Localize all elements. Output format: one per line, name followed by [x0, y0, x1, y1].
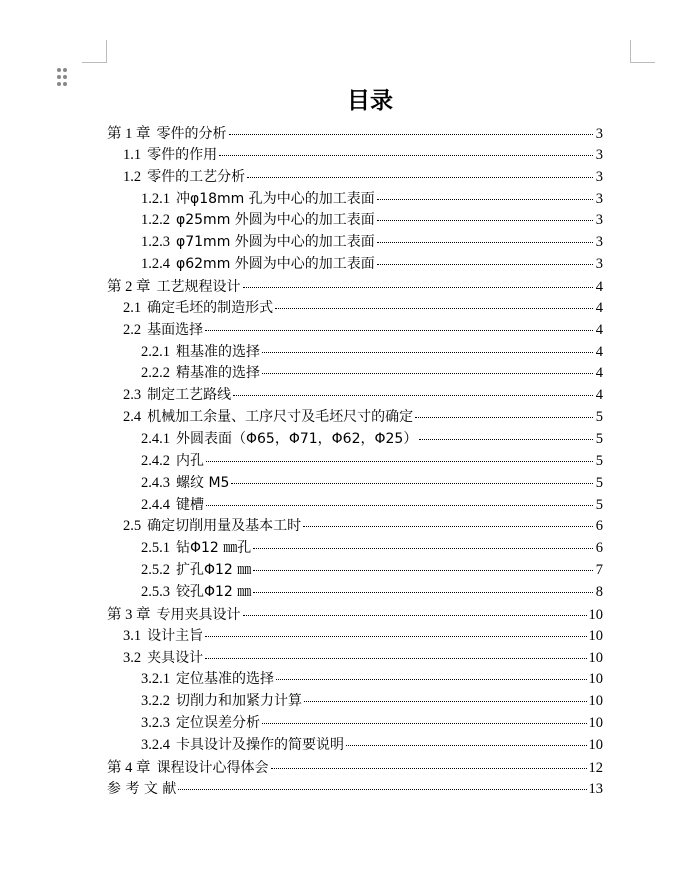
toc-entry-page: 12 [588, 759, 603, 776]
dot-leader [415, 417, 593, 418]
toc-entry[interactable] [107, 581, 603, 603]
toc-entry-title: 铰孔Φ12 ㎜ [176, 584, 252, 601]
toc-entry-page: 10 [588, 606, 603, 623]
toc-entry[interactable] [107, 472, 603, 494]
toc-entry-number: 1.2.3 [141, 234, 170, 251]
toc-entry-page: 3 [595, 256, 603, 273]
toc-entry[interactable] [107, 341, 603, 363]
dot-leader [243, 287, 594, 288]
toc-entry-title: 螺纹 M5 [176, 474, 230, 491]
dot-leader [271, 768, 587, 769]
toc-entry-number: 1.2 [123, 168, 142, 185]
dot-leader [206, 505, 593, 506]
toc-entry[interactable] [107, 428, 603, 450]
toc-entry-number: 1.2.2 [141, 212, 170, 229]
toc-entry-page: 5 [595, 431, 603, 448]
table-of-contents [107, 122, 603, 800]
toc-entry-title: 夹具设计 [147, 649, 204, 666]
toc-entry[interactable] [107, 668, 603, 690]
toc-entry-title: 工艺规程设计 [156, 279, 241, 296]
toc-entry-page: 3 [595, 126, 603, 142]
toc-entry-page: 4 [595, 343, 603, 360]
dot-leader [253, 570, 593, 571]
toc-entry-title: 基面选择 [147, 321, 204, 338]
toc-entry[interactable] [107, 625, 603, 647]
toc-entry-number: 3.2.4 [141, 737, 170, 754]
toc-entry-page: 5 [595, 474, 603, 491]
toc-entry-title: φ62mm 外圆为中心的加工表面 [176, 256, 375, 273]
toc-entry-number: 2.4.3 [141, 474, 170, 491]
toc-entry-title: 设计主旨 [147, 627, 204, 644]
dot-leader [247, 177, 593, 178]
toc-entry-page: 4 [595, 387, 603, 404]
toc-entry-number: 2.2.2 [141, 365, 170, 382]
dot-leader [304, 701, 587, 702]
toc-entry-page: 5 [595, 496, 603, 513]
toc-entry-page: 4 [595, 279, 603, 296]
page-corner-mark-top-left [82, 40, 107, 63]
toc-entry-number: 第 4 章 [107, 759, 151, 776]
toc-entry-number: 2.4 [123, 409, 142, 426]
toc-entry-page: 5 [595, 409, 603, 426]
dot-leader [205, 330, 593, 331]
toc-entry-page: 3 [595, 234, 603, 251]
toc-entry-title: 切削力和加紧力计算 [176, 693, 302, 710]
toc-entry-number: 2.4.4 [141, 496, 170, 513]
toc-entry-number: 第 3 章 [107, 606, 151, 623]
dot-leader [377, 242, 593, 243]
dot-leader [233, 395, 593, 396]
toc-entry-page: 4 [595, 321, 603, 338]
toc-entry-number: 3.2 [123, 649, 142, 666]
dot-leader [275, 308, 593, 309]
toc-entry[interactable] [107, 712, 603, 734]
toc-entry[interactable] [107, 494, 603, 516]
toc-entry[interactable] [107, 362, 603, 384]
toc-entry-number: 3.2.1 [141, 671, 170, 688]
toc-entry-number: 2.4.1 [141, 431, 170, 448]
toc-entry-title: 确定切削用量及基本工时 [147, 518, 302, 535]
dot-leader [262, 373, 593, 374]
toc-entry-page: 4 [595, 365, 603, 382]
toc-entry[interactable] [107, 253, 603, 275]
toc-entry-title: 零件的分析 [156, 126, 227, 142]
toc-entry-number: 2.2 [123, 321, 142, 338]
toc-entry-title: 确定毛坯的制造形式 [147, 299, 274, 316]
dot-leader [243, 615, 587, 616]
toc-entry-number: 2.4.2 [141, 452, 170, 469]
toc-entry-page: 10 [588, 671, 603, 688]
dot-leader [377, 199, 593, 200]
toc-entry-title: 卡具设计及操作的简要说明 [176, 737, 344, 754]
dot-leader [262, 723, 587, 724]
dot-leader [276, 679, 587, 680]
toc-entry-page: 3 [595, 168, 603, 185]
dot-leader [231, 483, 593, 484]
dot-leader [206, 461, 593, 462]
toc-entry-page: 7 [595, 562, 603, 579]
toc-entry-page: 3 [595, 212, 603, 229]
toc-entry[interactable] [107, 734, 603, 756]
toc-entry-title: 钻Φ12 ㎜孔 [176, 540, 252, 557]
dot-leader [205, 636, 586, 637]
toc-entry-title: 课程设计心得体会 [156, 759, 269, 776]
toc-entry-title: φ71mm 外圆为中心的加工表面 [176, 234, 375, 251]
toc-entry[interactable] [107, 559, 603, 581]
toc-entry-number: 3.2.2 [141, 693, 170, 710]
toc-entry-page: 4 [595, 299, 603, 316]
toc-entry-page: 6 [595, 518, 603, 535]
dot-leader [346, 745, 587, 746]
toc-entry[interactable] [107, 166, 603, 188]
toc-entry[interactable] [107, 297, 603, 319]
toc-entry-number: 第 1 章 [107, 126, 151, 142]
toc-entry-number: 1.2.4 [141, 256, 170, 273]
toc-entry-page: 8 [595, 584, 603, 601]
toc-entry[interactable] [107, 209, 603, 231]
toc-entry[interactable] [107, 231, 603, 253]
dot-leader [178, 789, 586, 790]
toc-entry-number: 1.2.1 [141, 190, 170, 207]
toc-entry[interactable] [107, 319, 603, 341]
dot-leader [229, 134, 594, 135]
toc-entry-number: 第 2 章 [107, 279, 151, 296]
toc-entry-title: 零件的作用 [147, 146, 218, 163]
toc-entry[interactable] [107, 603, 603, 625]
toc-entry-page: 3 [595, 190, 603, 207]
toc-entry[interactable] [107, 778, 603, 800]
toc-title: 目录 [347, 88, 393, 114]
toc-entry-title: 粗基准的选择 [176, 343, 260, 360]
dot-leader [205, 658, 586, 659]
toc-entry[interactable] [107, 144, 603, 166]
toc-entry-title: 定位误差分析 [176, 715, 260, 732]
dot-leader [219, 155, 593, 156]
toc-entry-number: 2.1 [123, 299, 142, 316]
toc-entry-title: 外圆表面（Φ65，Φ71，Φ62，Φ25） [176, 431, 418, 448]
toc-entry-title: 机械加工余量、工序尺寸及毛坯尺寸的确定 [147, 409, 414, 426]
dot-leader [262, 352, 593, 353]
toc-entry[interactable] [107, 122, 603, 144]
toc-entry-page: 10 [588, 627, 603, 644]
toc-entry-page: 6 [595, 540, 603, 557]
toc-entry-title: 定位基准的选择 [176, 671, 274, 688]
toc-entry-number: 3.2.3 [141, 715, 170, 732]
toc-entry-page: 13 [588, 780, 603, 797]
toc-entry-title: 制定工艺路线 [147, 387, 232, 404]
toc-entry[interactable] [107, 690, 603, 712]
toc-entry-page: 10 [588, 737, 603, 754]
toc-entry-page: 10 [588, 649, 603, 666]
dot-leader [303, 526, 593, 527]
dot-leader [419, 439, 593, 440]
toc-entry-page: 10 [588, 715, 603, 732]
toc-entry[interactable] [107, 384, 603, 406]
toc-entry-number: 2.5 [123, 518, 142, 535]
toc-entry-title: φ25mm 外圆为中心的加工表面 [176, 212, 375, 229]
toc-entry-title: 内孔 [176, 452, 204, 469]
toc-entry[interactable] [107, 756, 603, 778]
toc-entry-page: 10 [588, 693, 603, 710]
toc-entry-number: 2.5.3 [141, 584, 170, 601]
toc-entry-page: 3 [595, 146, 603, 163]
toc-entry-title: 零件的工艺分析 [147, 168, 246, 185]
toc-entry-title: 参 考 文 献 [107, 780, 177, 797]
toc-entry[interactable] [107, 450, 603, 472]
page-corner-mark-top-right [630, 40, 655, 63]
toc-entry-number: 3.1 [123, 627, 142, 644]
toc-entry-number: 1.1 [123, 146, 142, 163]
toc-entry-number: 2.2.1 [141, 343, 170, 360]
toc-entry-title: 专用夹具设计 [156, 606, 241, 623]
toc-entry-number: 2.3 [123, 387, 142, 404]
toc-entry[interactable] [107, 537, 603, 559]
toc-entry[interactable] [107, 647, 603, 669]
toc-entry[interactable] [107, 275, 603, 297]
dot-leader [377, 264, 593, 265]
dot-leader [253, 548, 593, 549]
toc-entry-title: 冲φ18mm 孔为中心的加工表面 [176, 190, 375, 207]
toc-entry-number: 2.5.1 [141, 540, 170, 557]
toc-entry[interactable] [107, 188, 603, 210]
toc-entry-title: 精基准的选择 [176, 365, 260, 382]
toc-entry-number: 2.5.2 [141, 562, 170, 579]
toc-entry-page: 5 [595, 452, 603, 469]
toc-entry[interactable] [107, 406, 603, 428]
toc-entry-title: 扩孔Φ12 ㎜ [176, 562, 252, 579]
dot-leader [377, 220, 593, 221]
dot-leader [253, 592, 593, 593]
toc-entry-title: 键槽 [176, 496, 204, 513]
toc-entry[interactable] [107, 515, 603, 537]
